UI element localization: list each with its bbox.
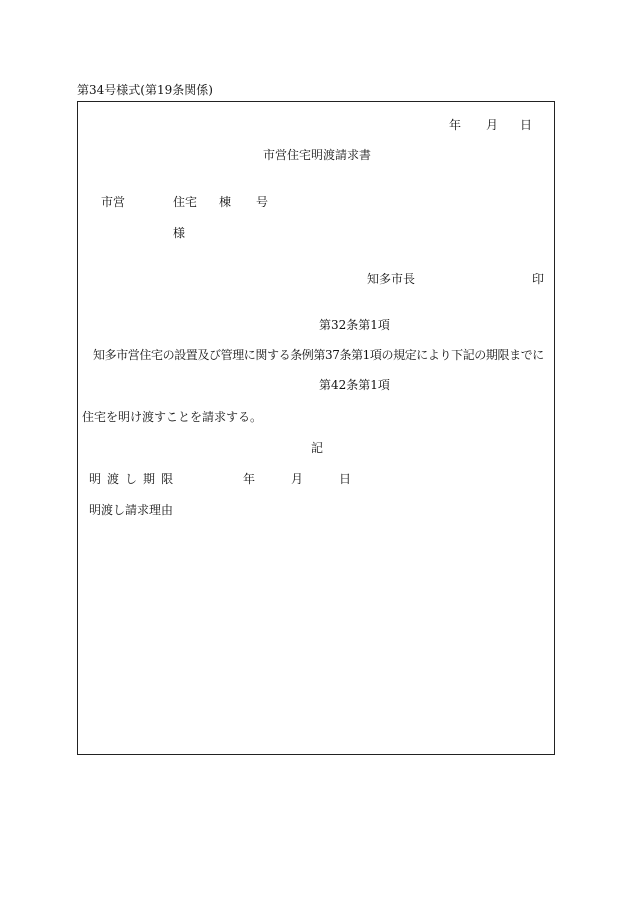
address-city-housing: 市営 xyxy=(101,195,126,209)
article-ref-upper: 第32条第1項 xyxy=(319,318,390,332)
deadline-label-char: 渡 xyxy=(107,472,120,486)
form-number-label: 第34号様式(第19条関係) xyxy=(77,83,213,97)
form-frame xyxy=(77,101,555,755)
addressee-suffix: 様 xyxy=(173,226,186,240)
reason-label: 明渡し請求理由 xyxy=(89,503,174,517)
article-ref-lower: 第42条第1項 xyxy=(319,378,390,392)
deadline-label-char: 期 xyxy=(143,472,156,486)
date-day-label: 日 xyxy=(520,118,533,132)
body-text-line-1: 知多市営住宅の設置及び管理に関する条例第37条第1項の規定により下記の期限までに xyxy=(93,348,544,362)
date-year-label: 年 xyxy=(449,118,462,132)
deadline-label-char: 限 xyxy=(161,472,174,486)
date-month-label: 月 xyxy=(486,118,499,132)
issuer-name: 知多市長 xyxy=(367,272,416,286)
address-number: 号 xyxy=(256,195,269,209)
deadline-day-label: 日 xyxy=(339,472,352,486)
deadline-label-char: 明 xyxy=(89,472,102,486)
deadline-month-label: 月 xyxy=(291,472,304,486)
address-building: 棟 xyxy=(219,195,232,209)
deadline-label-char: し xyxy=(125,472,138,486)
seal-mark: 印 xyxy=(532,272,545,286)
address-housing: 住宅 xyxy=(173,195,198,209)
deadline-label xyxy=(89,472,173,486)
body-text-line-2: 住宅を明け渡すことを請求する。 xyxy=(82,410,263,424)
ki-heading: 記 xyxy=(311,441,324,455)
deadline-year-label: 年 xyxy=(243,472,256,486)
document-title: 市営住宅明渡請求書 xyxy=(263,148,372,162)
